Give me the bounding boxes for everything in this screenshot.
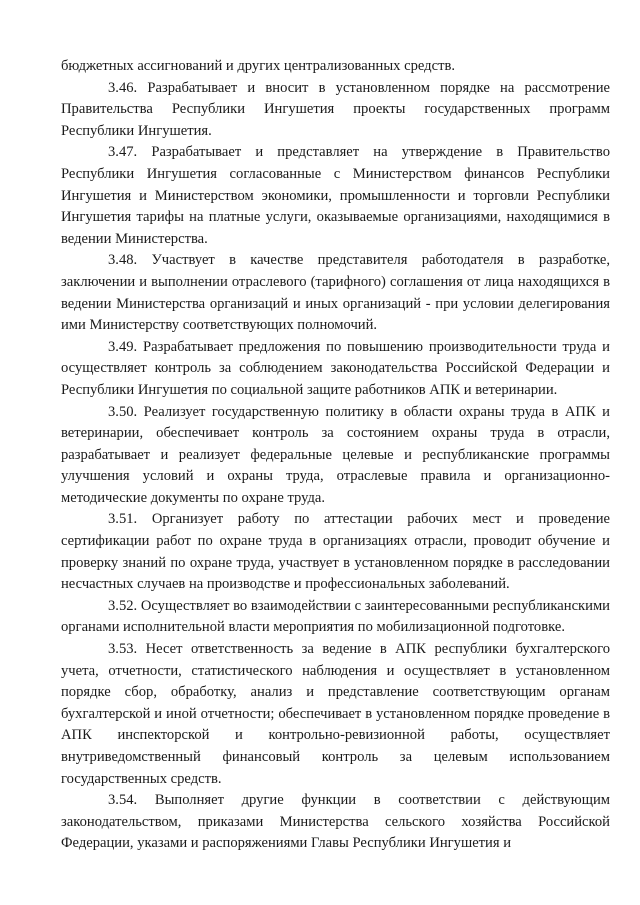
paragraph-3-51: 3.51. Организует работу по аттестации рабочих мест и проведение сертификации работ по охране труда в организациях отрасли, проводит обучение и проверку знаний по охране труда, участвует в установленном порядке в расследовании несчастных случаев на производстве и профессиональных заболеваний. [61,511,610,593]
paragraph-3-54: 3.54. Выполняет другие функции в соответствии с действующим законодательством, приказами Министерства сельского хозяйства Российской Федерации, указами и распоряжениями Главы Республики Ингушетия и [61,792,610,852]
paragraph-continuation: бюджетных ассигнований и других централизованных средств. [61,58,455,74]
paragraph-3-52: 3.52. Осуществляет во взаимодействии с заинтересованными республиканскими органами исполнительной власти мероприятия по мобилизационной подготовке. [61,597,610,636]
document-page [61,56,610,855]
paragraph-3-49: 3.49. Разрабатывает предложения по повышению производительности труда и осуществляет контроль за соблюдением законодательства Российской Федерации и Республики Ингушетия по социальной защите работников АПК и ветеринарии. [61,338,610,398]
paragraph-3-47: 3.47. Разрабатывает и представляет на утверждение в Правительство Республики Ингушетия согласованные с Министерством финансов Республики Ингушетия и Министерством экономики, промышленности и торговли Республики Ингушетия тарифы на платные услуги, оказываемые организациями, находящимися в ведении Министерства. [61,144,610,247]
paragraph-3-48: 3.48. Участвует в качестве представителя работодателя в разработке, заключении и выполнении отраслевого (тарифного) соглашения от лица находящихся в ведении Министерства организаций и иных организаций - при условии делегирования ими Министерству соответствующих полномочий. [61,252,610,334]
paragraph-3-53: 3.53. Несет ответственность за ведение в АПК республики бухгалтерского учета, отчетности, статистического наблюдения и осуществляет в установленном порядке сбор, обработку, анализ и представление соответствующим органам бухгалтерской и иной отчетности; обеспечивает в установленном порядке проведение в АПК инспекторской и контрольно-ревизионной работы, осуществляет внутриведомственный финансовый контроль за целевым использованием государственных средств. [61,641,610,787]
paragraph-3-50: 3.50. Реализует государственную политику в области охраны труда в АПК и ветеринарии, обеспечивает контроль за состоянием охраны труда в отрасли, разрабатывает и реализует федеральные целевые и республиканские программы улучшения условий и охраны труда, отраслевые правила и организационно-методические документы по охране труда. [61,403,610,506]
paragraph-3-46: 3.46. Разрабатывает и вносит в установленном порядке на рассмотрение Правительства Республики Ингушетия проекты государственных программ Республики Ингушетия. [61,79,610,139]
